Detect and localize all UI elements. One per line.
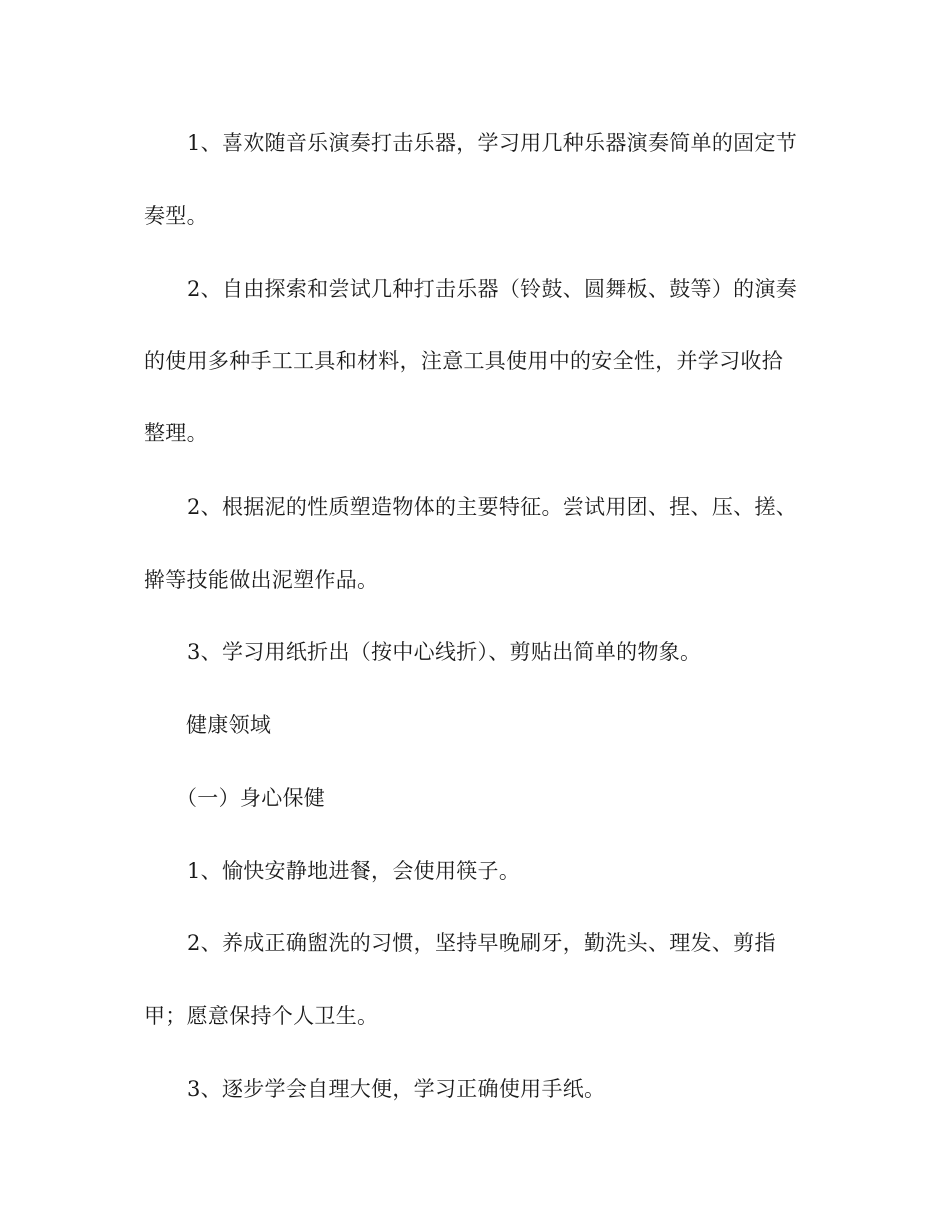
paragraph-line: 整理。 [144,421,208,445]
paragraph-line: 奏型。 [144,204,208,228]
paragraph-line: 2、根据泥的性质塑造物体的主要特征。尝试用团、捏、压、搓、 [187,495,798,519]
paragraph-line: 3、学习用纸折出（按中心线折）、剪贴出简单的物象。 [187,640,702,664]
paragraph-line: 2、自由探索和尝试几种打击乐器（铃鼓、圆舞板、鼓等）的演奏 [187,277,798,301]
paragraph-line: 3、逐步学会自理大便，学习正确使用手纸。 [187,1077,606,1101]
paragraph-line: 1、愉快安静地进餐，会使用筷子。 [187,859,521,883]
paragraph-line: 甲；愿意保持个人卫生。 [144,1004,379,1028]
subsection-heading: （一）身心保健 [176,786,326,810]
paragraph-line: 2、养成正确盥洗的习惯，坚持早晚刷牙，勤洗头、理发、剪指 [187,931,776,955]
paragraph-line: 1、喜欢随音乐演奏打击乐器，学习用几种乐器演奏简单的固定节 [187,131,798,155]
section-heading: 健康领域 [186,713,272,737]
paragraph-line: 擀等技能做出泥塑作品。 [144,568,379,592]
paragraph-line: 的使用多种手工工具和材料，注意工具使用中的安全性，并学习收拾 [144,349,783,373]
